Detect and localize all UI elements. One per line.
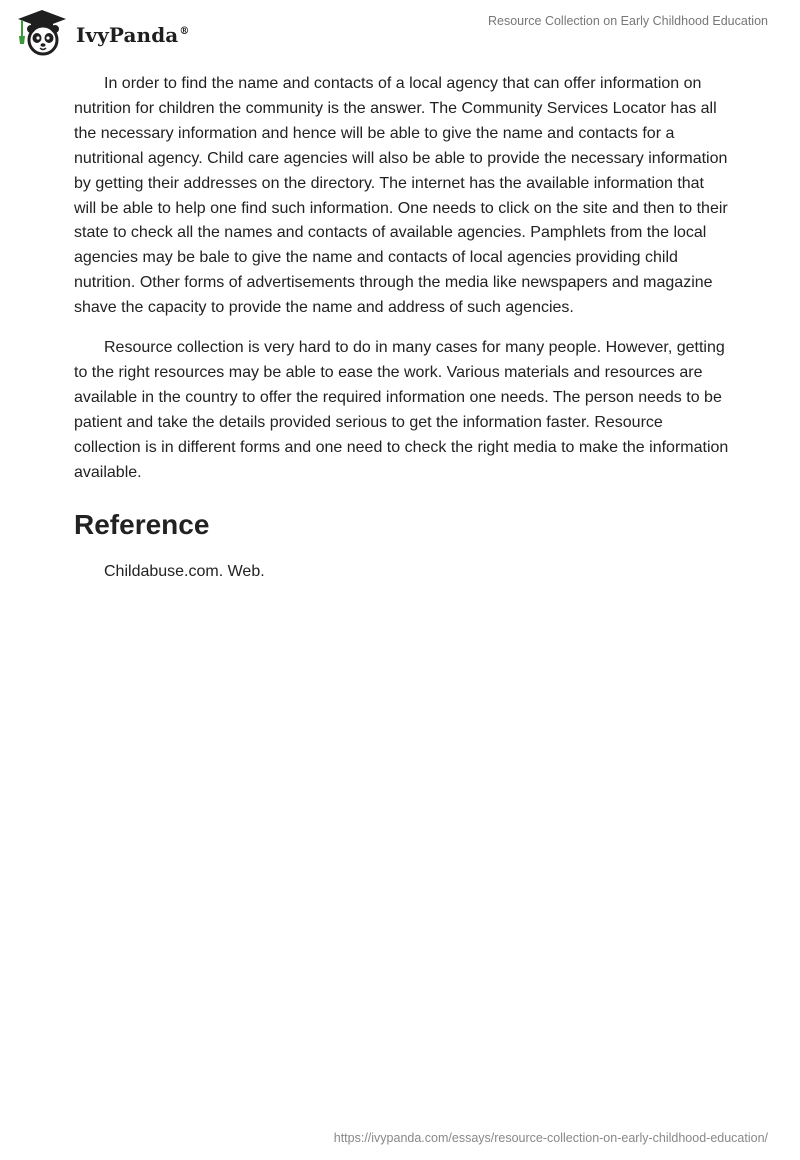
footer-url[interactable]: https://ivypanda.com/essays/resource-collection-on-early-childhood-education/ xyxy=(333,1131,768,1145)
running-title: Resource Collection on Early Childhood Education xyxy=(487,14,768,28)
body-paragraph: In order to find the name and contacts of a local agency that can offer information on nutrition for children the community is the answer. The Community Services Locator has all the necessary information and hence will be able to give the name and contacts for a nutritional agency. Child care agencies will also be able to provide the necessary information by getting their addresses on the directory. The internet has the available information that will be able to help one find such information. One needs to click on the site and then to their state to check all the names and contacts of available agencies. Pamphlets from the local agencies may be bale to give the name and contacts of local agencies providing child nutrition. Other forms of advertisements through the media like newspapers and magazine shave the capacity to provide the name and address of such agencies. xyxy=(74,75,728,317)
essay-body xyxy=(74,72,730,584)
brand-name-text: IvyPanda xyxy=(76,23,179,47)
panda-graduate-icon xyxy=(14,8,70,58)
page-header xyxy=(0,0,800,64)
reference-heading: Reference xyxy=(74,508,210,540)
reference-entry: Childabuse.com. Web. xyxy=(104,562,265,580)
brand-name xyxy=(76,23,189,47)
body-paragraph: Resource collection is very hard to do in many cases for many people. However, getting to the right resources may be able to ease the work. Various materials and resources are available in the country to offer the required information one needs. The person needs to be patient and take the details provided serious to get the information faster. Resource collection is in different forms and one need to check the right media to make the information available. xyxy=(74,339,729,481)
ivypanda-logo[interactable] xyxy=(14,8,189,58)
registered-mark: ® xyxy=(179,26,190,38)
